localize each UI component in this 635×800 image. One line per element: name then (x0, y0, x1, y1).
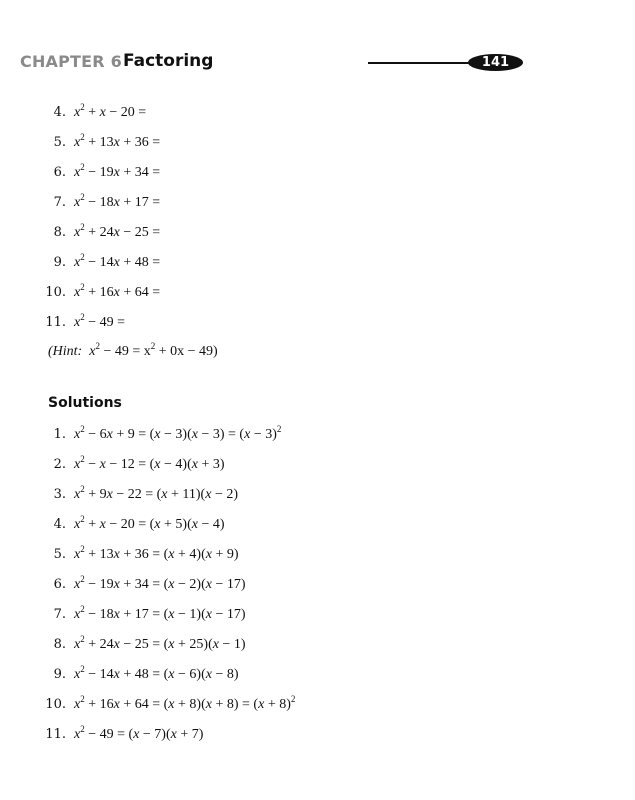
problem-expression: $x^2 - 18x + 17$ = (74, 192, 161, 210)
solution-expression: $x^2 + 16x + 64 = (x + 8)(x + 8) = (x + 8)^2$ (74, 694, 296, 712)
chapter-title: Factoring (123, 51, 214, 71)
solution-expression: $x^2 - 6x + 9 = (x - 3)(x - 3) = (x - 3)^2$ (74, 424, 282, 442)
header-rule (368, 62, 478, 64)
solution-expression: $x^2 - 14x + 48 = (x - 6)(x - 8)$ (74, 664, 239, 682)
solution-number: 6. (53, 577, 66, 592)
problem-expression: $x^2 + 13x + 36$ = (74, 132, 161, 150)
hint-end: + 0x − 49) (155, 344, 218, 359)
hint-line (48, 341, 218, 360)
problem-expression: $x^2 - 49$ = (74, 312, 126, 330)
hint-label: (Hint: (48, 344, 83, 359)
problem-expression: $x^2 - 14x + 48$ = (74, 252, 161, 270)
problem-number: 6. (53, 165, 66, 180)
problem-expression: $x^2 + x - 20$ = (74, 102, 147, 120)
solution-expression: $x^2 + 13x + 36 = (x + 4)(x + 9)$ (74, 544, 239, 562)
problem-number: 9. (53, 255, 66, 270)
solution-expression: $x^2 - x - 12 = (x - 4)(x + 3)$ (74, 454, 225, 472)
solution-expression: $x^2 + x - 20 = (x + 5)(x - 4)$ (74, 514, 225, 532)
solution-expression: $x^2 - 49 = (x - 7)(x + 7)$ (74, 724, 204, 742)
solution-expression: $x^2 - 18x + 17 = (x - 1)(x - 17)$ (74, 604, 246, 622)
problem-number: 8. (53, 225, 66, 240)
solution-expression: $x^2 + 24x - 25 = (x + 25)(x - 1)$ (74, 634, 246, 652)
hint-exp-a: 2 (95, 341, 100, 351)
problem-expression: $x^2 + 24x - 25$ = (74, 222, 161, 240)
problem-expression: $x^2 + 16x + 64$ = (74, 282, 161, 300)
hint-mid: − 49 = x (99, 344, 151, 359)
solution-number: 1. (53, 427, 66, 442)
solution-number: 10. (45, 697, 66, 712)
solution-number: 8. (53, 637, 66, 652)
solution-number: 3. (53, 487, 66, 502)
solution-expression: $x^2 + 9x - 22 = (x + 11)(x - 2)$ (74, 484, 238, 502)
problem-number: 10. (45, 285, 66, 300)
solution-expression: $x^2 - 19x + 34 = (x - 2)(x - 17)$ (74, 574, 246, 592)
problem-number: 7. (53, 195, 66, 210)
solution-number: 7. (53, 607, 66, 622)
problem-expression: $x^2 - 19x + 34$ = (74, 162, 161, 180)
solution-number: 2. (53, 457, 66, 472)
hint-var-a: x (89, 344, 96, 359)
solution-number: 5. (53, 547, 66, 562)
hint-exp-b: 2 (150, 341, 156, 351)
problem-number: 4. (53, 105, 66, 120)
solution-number: 11. (45, 727, 66, 742)
solution-number: 4. (53, 517, 66, 532)
chapter-label: CHAPTER 6 (20, 52, 122, 71)
page-number-badge: 141 (468, 54, 523, 71)
problem-number: 5. (53, 135, 66, 150)
problem-number: 11. (45, 315, 66, 330)
page-header (20, 50, 620, 76)
solutions-heading: Solutions (48, 395, 122, 411)
solution-number: 9. (53, 667, 66, 682)
